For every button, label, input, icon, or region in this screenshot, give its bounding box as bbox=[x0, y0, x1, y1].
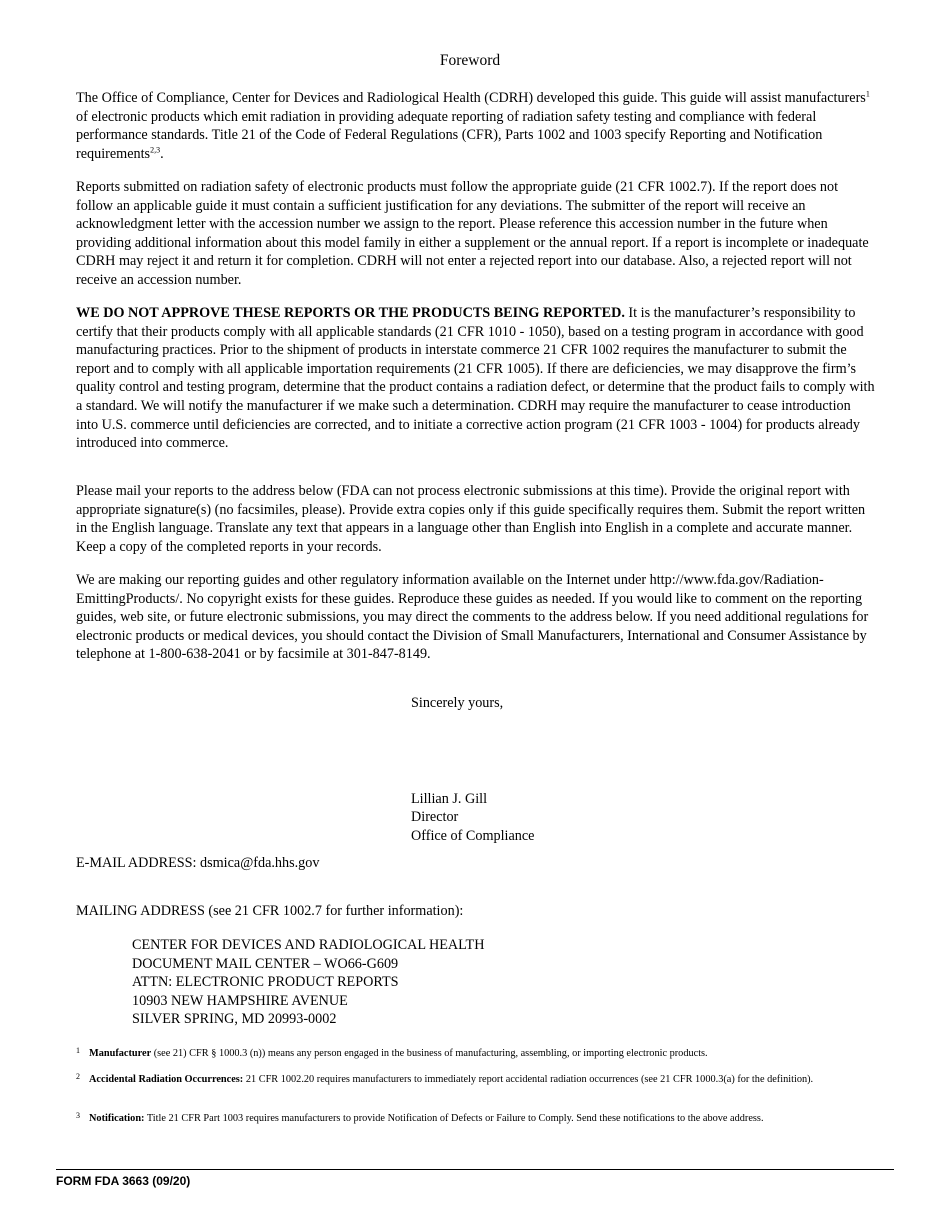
address-line-1: CENTER FOR DEVICES AND RADIOLOGICAL HEALTH bbox=[132, 937, 485, 953]
address-line-5: SILVER SPRING, MD 20993-0002 bbox=[132, 1011, 337, 1028]
approval-text: It is the manufacturer’s responsibility to certify that their products comply with all applicable standards (21 CFR 1010 - 1050), based on a testing program in accordance with good manufacturing practices. Prior to the shipment of products in interstate commerce 21 CFR 1002 requires the manufacturer to submit the report and to comply with all applicable importation requirements (21 CFR 1005). If there are deficiencies, we may disapprove the firm’s quality control and testing program, determine that the product contains a radiation defect, or determine that the product fails to comply with a standard. We will notify the manufacturer if we make such a determination. CDRH may require the manufacturer to cease introduction into U.S. commerce until deficiencies are corrected, and to initiate a corrective action program (21 CFR 1003 - 1004) for products already introduced into commerce. bbox=[76, 305, 875, 452]
signer-office: Office of Compliance bbox=[411, 827, 535, 844]
footnote-text bbox=[89, 1073, 846, 1086]
mailing-address-block bbox=[132, 936, 484, 1029]
footnote-text bbox=[89, 1047, 846, 1060]
address-line-2: DOCUMENT MAIL CENTER – WO66-G609 bbox=[132, 955, 399, 972]
footnote-term: Notification: bbox=[89, 1113, 145, 1124]
intro-text-b: of electronic products which emit radiation in providing adequate reporting of radiation safety testing and compliance with federal performance standards. Title 21 of the Code of Federal Regulations (CFR), Parts 1002 and 1003 specify Reporting and Notification requirements bbox=[76, 108, 823, 162]
approval-notice: WE DO NOT APPROVE THESE REPORTS OR THE PRODUCTS BEING REPORTED. bbox=[76, 305, 625, 321]
intro-paragraph bbox=[76, 89, 876, 163]
footnote-ref-2-3: 2,3 bbox=[150, 145, 161, 155]
footnote-term: Manufacturer bbox=[89, 1048, 152, 1059]
footnote-3 bbox=[76, 1112, 846, 1125]
footnote-number: 2 bbox=[76, 1072, 80, 1081]
address-line-3: ATTN: ELECTRONIC PRODUCT REPORTS bbox=[132, 974, 399, 991]
footnote-text bbox=[89, 1112, 846, 1125]
footer-divider bbox=[56, 1169, 894, 1170]
mailing-address-label: MAILING ADDRESS (see 21 CFR 1002.7 for further information): bbox=[76, 903, 464, 919]
form-identifier: FORM FDA 3663 (09/20) bbox=[56, 1174, 191, 1188]
signature-block bbox=[411, 790, 534, 845]
footnote-body: 21 CFR 1002.20 requires manufacturers to immediately report accidental radiation occurrences (see 21 CFR 1000.3(a) for the definition). bbox=[243, 1074, 814, 1085]
footnote-term: Accidental Radiation Occurrences: bbox=[89, 1074, 244, 1085]
reports-paragraph: Reports submitted on radiation safety of electronic products must follow the appropriate guide (21 CFR 1002.7). If the report does not follow an applicable guide it must contain a sufficient justification for any deviations. The submitter of the report will receive an acknowledgment letter with the accession number we assign to the report. Please reference this accession number in the future when providing additional information about this model family in either a supplement or the annual report. If a report is incomplete or inadequate CDRH may reject it and return it for completion. CDRH will not enter a rejected report into our database. Also, a rejected report will not receive an accession number. bbox=[76, 179, 869, 288]
footnote-number: 1 bbox=[76, 1046, 80, 1055]
signer-title: Director bbox=[411, 809, 459, 826]
intro-text-a: The Office of Compliance, Center for Devices and Radiological Health (CDRH) developed this guide. This guide will assist manufacturers bbox=[76, 90, 866, 106]
signer-name: Lillian J. Gill bbox=[411, 791, 488, 807]
address-line-4: 10903 NEW HAMPSHIRE AVENUE bbox=[132, 992, 348, 1009]
approval-paragraph bbox=[76, 304, 876, 453]
footnote-body: (see 21) CFR § 1000.3 (n)) means any person engaged in the business of manufacturing, assembling, or importing electronic products. bbox=[151, 1048, 708, 1059]
footnote-1 bbox=[76, 1047, 846, 1060]
intro-text-c: . bbox=[160, 145, 164, 162]
mailing-instructions-paragraph: Please mail your reports to the address below (FDA can not process electronic submissions at this time). Provide the original report with appropriate signature(s) (no facsimiles, please). Provide extra copies only if this guide specifically requires them. Submit the report written in the English language. Translate any text that appears in a language other than English into English in a complete and accurate manner. Keep a copy of the completed reports in your records. bbox=[76, 483, 866, 555]
footnote-number: 3 bbox=[76, 1111, 80, 1120]
page-title: Foreword bbox=[439, 52, 501, 69]
closing-line: Sincerely yours, bbox=[411, 695, 504, 711]
footnote-2 bbox=[76, 1073, 846, 1086]
footnote-body: Title 21 CFR Part 1003 requires manufacturers to provide Notification of Defects or Failure to Comply. Send these notifications to the above address. bbox=[144, 1113, 764, 1124]
internet-paragraph: We are making our reporting guides and other regulatory information available on the Internet under http://www.fda.gov/Radiation-EmittingProducts/. No copyright exists for these guides. Reproduce these guides as needed. If you would like to comment on the reporting guides, web site, or future electronic submissions, you may direct the comments to the address below. If you need additional regulations for electronic products or medical devices, you should contact the Division of Small Manufacturers, International and Consumer Assistance by telephone at 1-800-638-2041 or by facsimile at 301-847-8149. bbox=[76, 572, 869, 663]
email-address-line: E-MAIL ADDRESS: dsmica@fda.hhs.gov bbox=[76, 855, 320, 871]
footnote-ref-1: 1 bbox=[865, 89, 870, 99]
